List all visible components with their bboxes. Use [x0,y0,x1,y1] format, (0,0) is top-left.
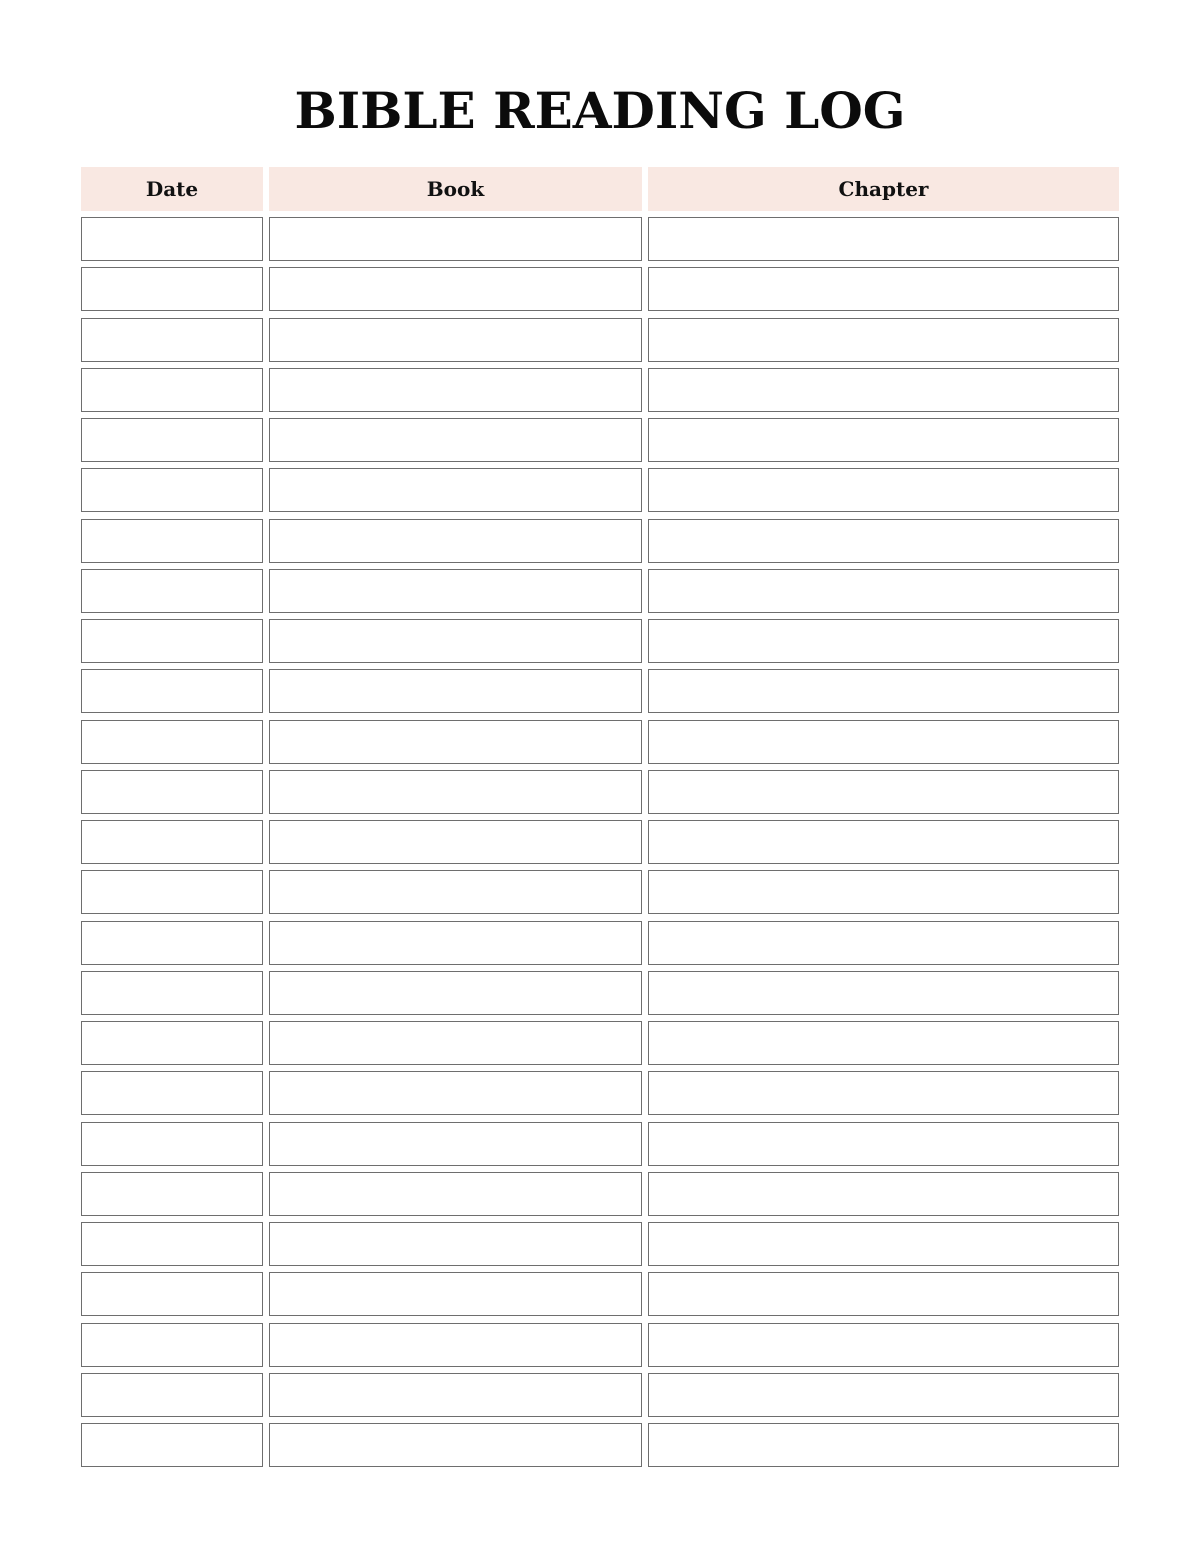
chapter-cell[interactable] [648,921,1119,965]
book-cell[interactable] [269,619,642,663]
table-row [81,1021,1119,1065]
table-row [81,418,1119,462]
book-cell[interactable] [269,1122,642,1166]
date-cell[interactable] [81,971,263,1015]
book-cell[interactable] [269,519,642,563]
book-cell[interactable] [269,1272,642,1316]
chapter-cell[interactable] [648,1272,1119,1316]
chapter-cell[interactable] [648,318,1119,362]
book-cell[interactable] [269,1222,642,1266]
chapter-cell[interactable] [648,1222,1119,1266]
chapter-cell[interactable] [648,1373,1119,1417]
chapter-cell[interactable] [648,418,1119,462]
chapter-cell[interactable] [648,1423,1119,1467]
chapter-cell[interactable] [648,217,1119,261]
date-cell[interactable] [81,1423,263,1467]
chapter-cell[interactable] [648,720,1119,764]
table-row [81,318,1119,362]
date-cell[interactable] [81,368,263,412]
page-title: BIBLE READING LOG [294,81,906,140]
date-cell[interactable] [81,669,263,713]
chapter-cell[interactable] [648,1172,1119,1216]
chapter-cell[interactable] [648,368,1119,412]
table-row [81,1071,1119,1115]
book-cell[interactable] [269,267,642,311]
table-row [81,1323,1119,1367]
chapter-cell[interactable] [648,870,1119,914]
chapter-cell[interactable] [648,1323,1119,1367]
date-cell[interactable] [81,720,263,764]
book-cell[interactable] [269,1021,642,1065]
date-cell[interactable] [81,1021,263,1065]
book-cell[interactable] [269,368,642,412]
book-cell[interactable] [269,1373,642,1417]
date-cell[interactable] [81,217,263,261]
date-cell[interactable] [81,1272,263,1316]
column-header-book: Book [269,167,642,211]
table-row [81,1122,1119,1166]
book-cell[interactable] [269,1423,642,1467]
date-cell[interactable] [81,318,263,362]
table-row [81,217,1119,261]
date-cell[interactable] [81,267,263,311]
book-cell[interactable] [269,820,642,864]
chapter-cell[interactable] [648,267,1119,311]
chapter-cell[interactable] [648,820,1119,864]
chapter-cell[interactable] [648,770,1119,814]
book-cell[interactable] [269,318,642,362]
book-cell[interactable] [269,870,642,914]
date-cell[interactable] [81,1222,263,1266]
book-cell[interactable] [269,569,642,613]
book-cell[interactable] [269,468,642,512]
table-row [81,267,1119,311]
table-row [81,569,1119,613]
column-header-chapter: Chapter [648,167,1119,211]
chapter-cell[interactable] [648,1021,1119,1065]
chapter-cell[interactable] [648,619,1119,663]
chapter-cell[interactable] [648,669,1119,713]
book-cell[interactable] [269,217,642,261]
table-row [81,870,1119,914]
table-row [81,619,1119,663]
book-cell[interactable] [269,971,642,1015]
chapter-cell[interactable] [648,1122,1119,1166]
date-cell[interactable] [81,1323,263,1367]
table-row [81,1272,1119,1316]
date-cell[interactable] [81,770,263,814]
date-cell[interactable] [81,1373,263,1417]
table-row [81,519,1119,563]
chapter-cell[interactable] [648,569,1119,613]
book-cell[interactable] [269,770,642,814]
book-cell[interactable] [269,669,642,713]
table-body [81,217,1119,1467]
table-row [81,368,1119,412]
book-cell[interactable] [269,418,642,462]
book-cell[interactable] [269,1071,642,1115]
chapter-cell[interactable] [648,971,1119,1015]
table-row [81,669,1119,713]
date-cell[interactable] [81,619,263,663]
book-cell[interactable] [269,1172,642,1216]
date-cell[interactable] [81,1172,263,1216]
date-cell[interactable] [81,870,263,914]
date-cell[interactable] [81,418,263,462]
table-row [81,1172,1119,1216]
reading-log-table [81,167,1119,1473]
book-cell[interactable] [269,720,642,764]
date-cell[interactable] [81,569,263,613]
column-header-date: Date [81,167,263,211]
date-cell[interactable] [81,1122,263,1166]
chapter-cell[interactable] [648,519,1119,563]
table-row [81,1373,1119,1417]
table-row [81,971,1119,1015]
book-cell[interactable] [269,921,642,965]
table-header-row [81,167,1119,211]
date-cell[interactable] [81,1071,263,1115]
table-row [81,1423,1119,1467]
chapter-cell[interactable] [648,1071,1119,1115]
table-row [81,820,1119,864]
date-cell[interactable] [81,820,263,864]
book-cell[interactable] [269,1323,642,1367]
table-row [81,921,1119,965]
table-row [81,770,1119,814]
date-cell[interactable] [81,468,263,512]
chapter-cell[interactable] [648,468,1119,512]
table-row [81,1222,1119,1266]
date-cell[interactable] [81,519,263,563]
table-row [81,720,1119,764]
date-cell[interactable] [81,921,263,965]
table-row [81,468,1119,512]
